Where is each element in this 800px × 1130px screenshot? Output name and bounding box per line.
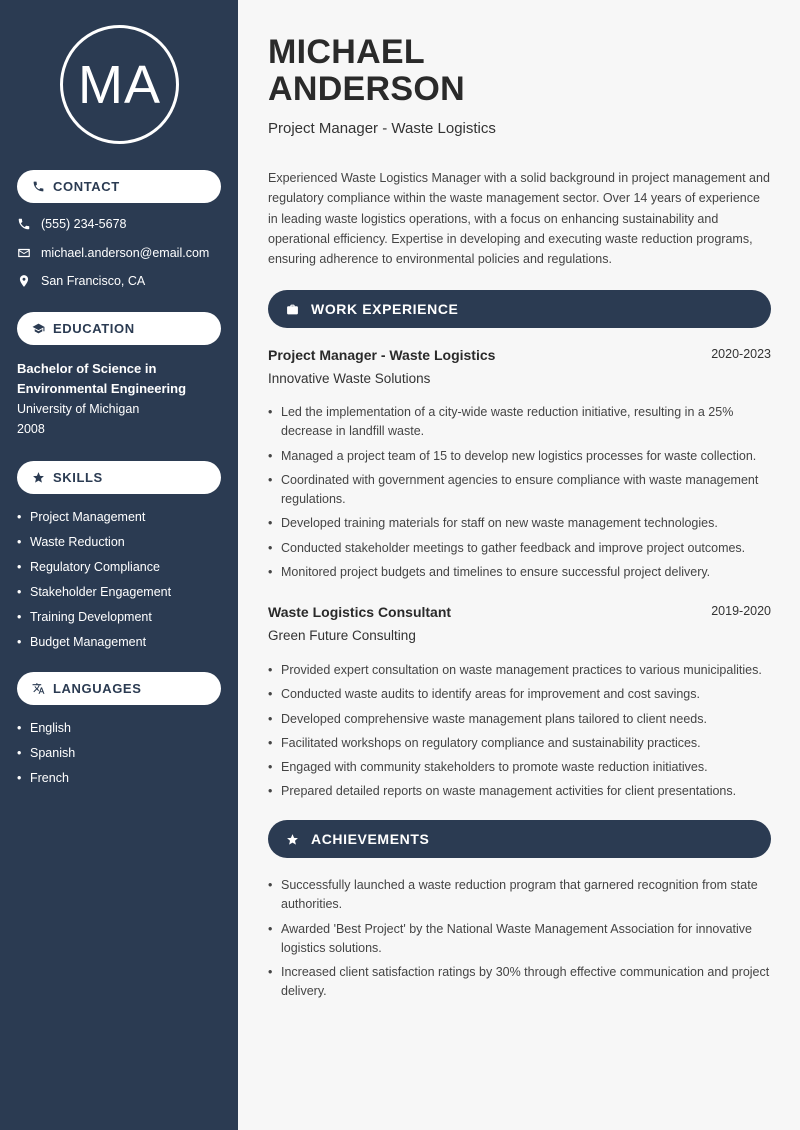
skills-list [17, 508, 171, 658]
contact-phone [17, 217, 126, 231]
location-pin-icon [17, 274, 31, 288]
phone-icon [32, 180, 45, 193]
achievement-item: • Successfully launched a waste reduction program that garnered recognition from state authorities. [268, 878, 758, 912]
job-bullet: • Managed a project team of 15 to develop new logistics processes for waste collection. [268, 448, 757, 463]
languages-heading [17, 672, 221, 705]
language-item: • Spanish [17, 746, 76, 760]
skill-item: • Stakeholder Engagement [17, 585, 172, 599]
job-bullet: • Provided expert consultation on waste management practices to various municipalities. [268, 663, 762, 677]
contact-email [17, 246, 209, 260]
achievement-item: • Awarded 'Best Project' by the National Waste Management Association for innovative logistics solutions. [268, 921, 752, 955]
education-heading-label: EDUCATION [53, 321, 135, 336]
job-title: Project Manager - Waste Logistics [268, 120, 496, 137]
skill-item: • Budget Management [17, 635, 147, 649]
translate-icon [32, 682, 45, 695]
job-bullet: • Facilitated workshops on regulatory compliance and sustainability practices. [268, 735, 701, 750]
skill-item: • Training Development [17, 610, 152, 624]
job-dates: 2019-2020 [711, 604, 771, 618]
achievements-heading [268, 820, 771, 858]
profile-summary: Experienced Waste Logistics Manager with a solid background in project management and regulatory compliance within the waste management sector. Over 14 years of experience in leading waste logistics operations, with a focus on enhancing sustainability and operational efficiency. Expertise in developing and executing waste reduction programs, ensuring adherence to environmental policies and regulations. [268, 171, 770, 267]
skill-item: • Regulatory Compliance [17, 560, 160, 574]
work-experience-heading-label: WORK EXPERIENCE [311, 301, 459, 317]
location-text: San Francisco, CA [41, 274, 146, 288]
sidebar [0, 0, 238, 1130]
languages-list [17, 719, 75, 794]
contact-location [17, 274, 145, 288]
job-bullet: • Engaged with community stakeholders to promote waste reduction initiatives. [268, 760, 708, 775]
achievements-list [268, 876, 772, 1007]
job-bullet: • Developed comprehensive waste management plans tailored to client needs. [268, 711, 707, 726]
job-bullet: • Led the implementation of a city-wide waste reduction initiative, resulting in a 25% decrease in landfill waste. [268, 405, 734, 439]
education-degree: Bachelor of Science in Environmental Engineering [17, 361, 187, 396]
job-dates: 2020-2023 [711, 347, 771, 361]
education-school: University of Michigan [17, 402, 140, 416]
work-experience-heading [268, 290, 771, 328]
job-role: Project Manager - Waste Logistics [268, 347, 496, 363]
job-bullets [268, 403, 772, 587]
job-company: Green Future Consulting [268, 628, 416, 643]
job-bullets [268, 661, 772, 807]
skill-item: • Waste Reduction [17, 535, 125, 549]
achievements-heading-label: ACHIEVEMENTS [311, 831, 430, 847]
mail-icon [17, 246, 31, 260]
job-company: Innovative Waste Solutions [268, 371, 431, 386]
job-bullet: • Conducted stakeholder meetings to gather feedback and improve project outcomes. [268, 540, 746, 555]
job-role: Waste Logistics Consultant [268, 604, 452, 620]
monogram-avatar: MA [60, 25, 179, 144]
phone-icon [17, 217, 31, 231]
name-line-first: MICHAEL [268, 33, 425, 71]
phone-text: (555) 234-5678 [41, 217, 127, 231]
contact-heading-label: CONTACT [53, 179, 120, 194]
name-line-last: ANDERSON [268, 70, 465, 108]
contact-heading [17, 170, 221, 203]
job-bullet: • Conducted waste audits to identify areas for improvement and cost savings. [268, 687, 700, 702]
language-item: • French [17, 771, 69, 785]
education-heading [17, 312, 221, 345]
education-year: 2008 [17, 422, 45, 436]
language-item: • English [17, 721, 71, 735]
briefcase-icon [286, 303, 299, 316]
job-bullet: • Coordinated with government agencies to ensure compliance with waste management regulations. [268, 472, 759, 507]
email-text: michael.anderson@email.com [41, 246, 210, 260]
candidate-name [268, 34, 465, 108]
job-bullet: • Prepared detailed reports on waste management activities for client presentations. [268, 784, 737, 799]
skill-item: • Project Management [17, 510, 146, 524]
skills-heading [17, 461, 221, 494]
job-bullet: • Developed training materials for staff on new waste management technologies. [268, 516, 718, 531]
star-icon [286, 833, 299, 846]
skills-heading-label: SKILLS [53, 470, 103, 485]
job-bullet: • Monitored project budgets and timelines to ensure successful project delivery. [268, 565, 711, 580]
languages-heading-label: LANGUAGES [53, 681, 142, 696]
achievement-item: • Increased client satisfaction ratings by 30% through effective communication and project delivery. [268, 965, 770, 999]
star-icon [32, 471, 45, 484]
graduation-cap-icon [32, 322, 45, 335]
